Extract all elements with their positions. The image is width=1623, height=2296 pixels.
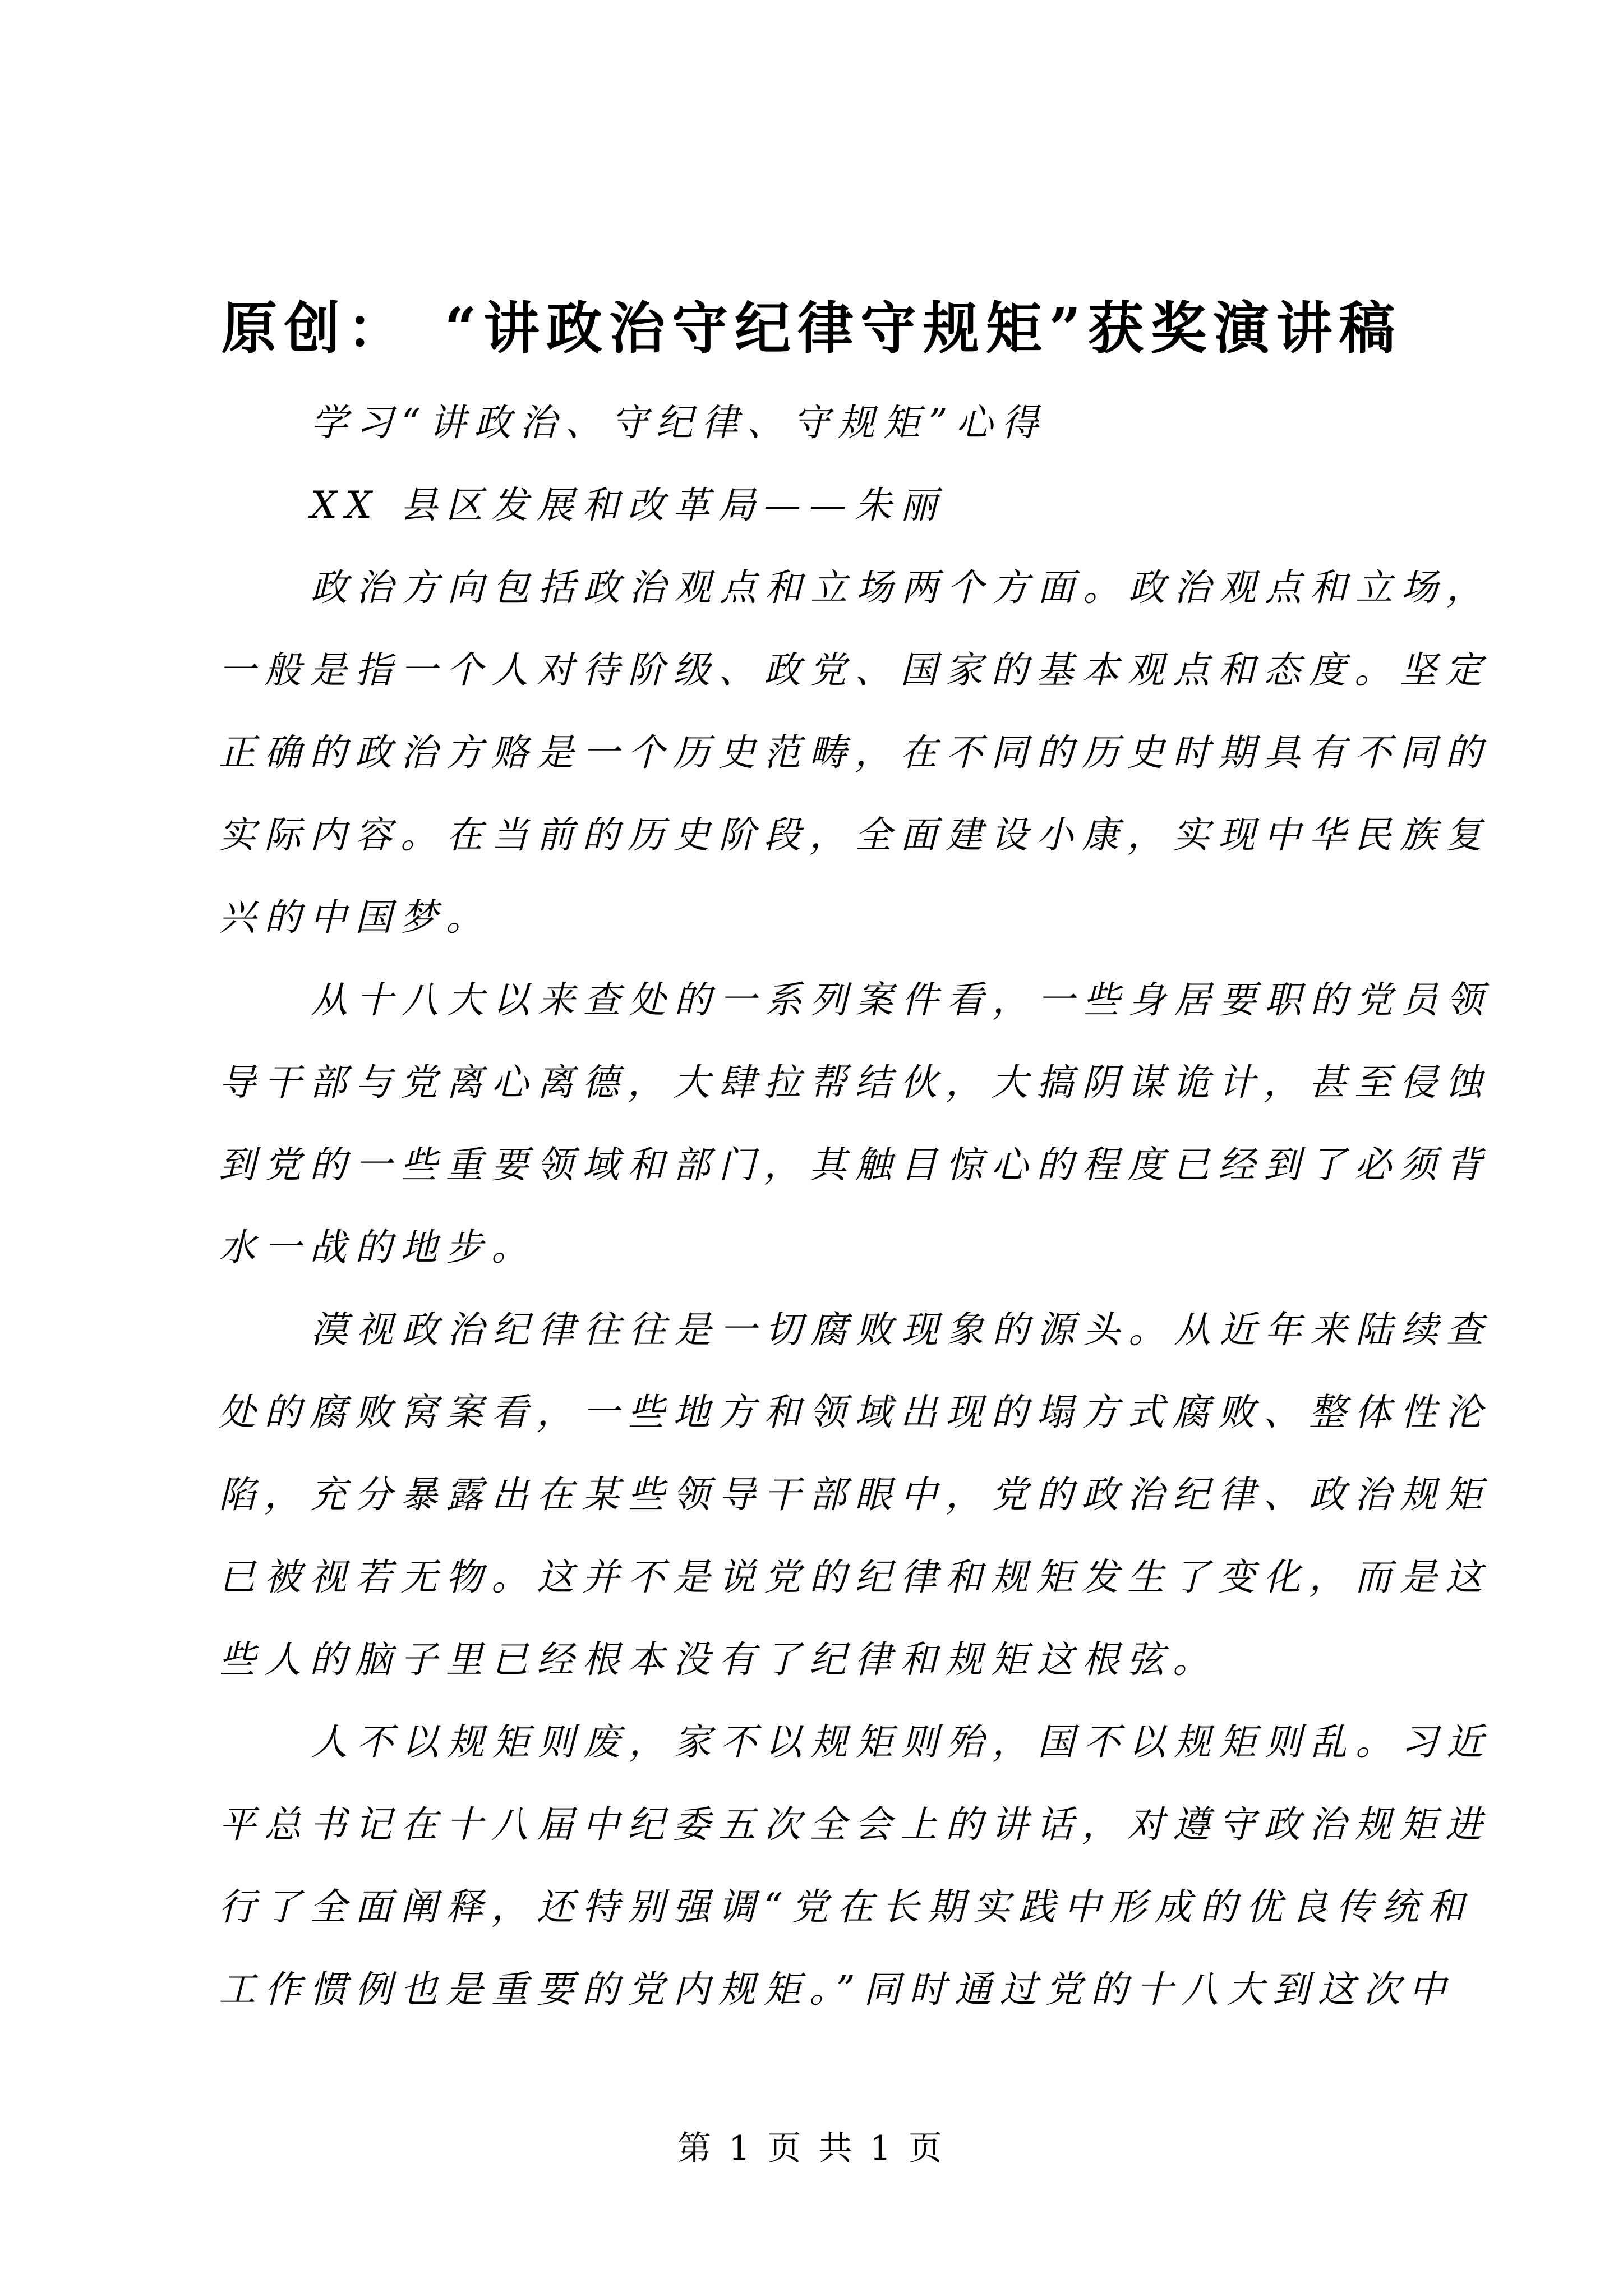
body-line: 到党的一些重要领域和部门，其触目惊心的程度已经到了必须背 (219, 1143, 1491, 1186)
paragraphs (219, 546, 1497, 2031)
body-line: 工作惯例也是重要的党内规矩。”同时通过党的十八大到这次中 (219, 1968, 1454, 2011)
document-body (219, 381, 1497, 2031)
body-line: 实际内容。在当前的历史阶段，全面建设小康，实现中华民族复 (219, 813, 1491, 857)
body-line: 从十八大以来查处的一系列案件看，一些身居要职的党员领 (311, 978, 1492, 1022)
paragraph-2 (219, 959, 1497, 1289)
body-line: 政治方向包括政治观点和立场两个方面。政治观点和立场， (311, 566, 1492, 609)
paragraph-3 (219, 1289, 1497, 1701)
body-line: 陷，充分暴露出在某些领导干部眼中，党的政治纪律、政治规矩 (219, 1473, 1491, 1516)
body-line: 行了全面阐释，还特别强调“党在长期实践中形成的优良传统和 (219, 1885, 1473, 1929)
document-title: 原创： “讲政治守纪律守规矩”获奖演讲稿 (221, 295, 1402, 361)
body-line: 平总书记在十八届中纪委五次全会上的讲话，对遵守政治规矩进 (219, 1803, 1491, 1846)
body-line: 些人的脑子里已经根本没有了纪律和规矩这根弦。 (219, 1638, 1218, 1681)
paragraph-1 (219, 546, 1497, 959)
body-line: 导干部与党离心离德，大肆拉帮结伙，大搞阴谋诡计，甚至侵蚀 (219, 1061, 1491, 1104)
page-number-footer: 第 1 页 共 1 页 (677, 2129, 946, 2168)
body-line: 水一战的地步。 (219, 1226, 537, 1269)
body-line: 已被视若无物。这并不是说党的纪律和规矩发生了变化，而是这 (219, 1556, 1491, 1599)
document-byline: XX 县区发展和改革局——朱丽 (311, 484, 946, 527)
document-subtitle: 学习“讲政治、守纪律、守规矩”心得 (311, 401, 1047, 444)
body-line: 处的腐败窝案看，一些地方和领域出现的塌方式腐败、整体性沦 (219, 1391, 1491, 1434)
paragraph-4 (219, 1701, 1497, 2031)
body-line: 正确的政治方赂是一个历史范畴，在不同的历史时期具有不同的 (219, 731, 1491, 774)
body-line: 兴的中国梦。 (219, 896, 491, 939)
body-line: 漠视政治纪律往往是一切腐败现象的源头。从近年来陆续查 (311, 1308, 1492, 1351)
body-line: 人不以规矩则废，家不以规矩则殆，国不以规矩则乱。习近 (311, 1720, 1492, 1764)
body-line: 一般是指一个人对待阶级、政党、国家的基本观点和态度。坚定 (219, 648, 1491, 692)
